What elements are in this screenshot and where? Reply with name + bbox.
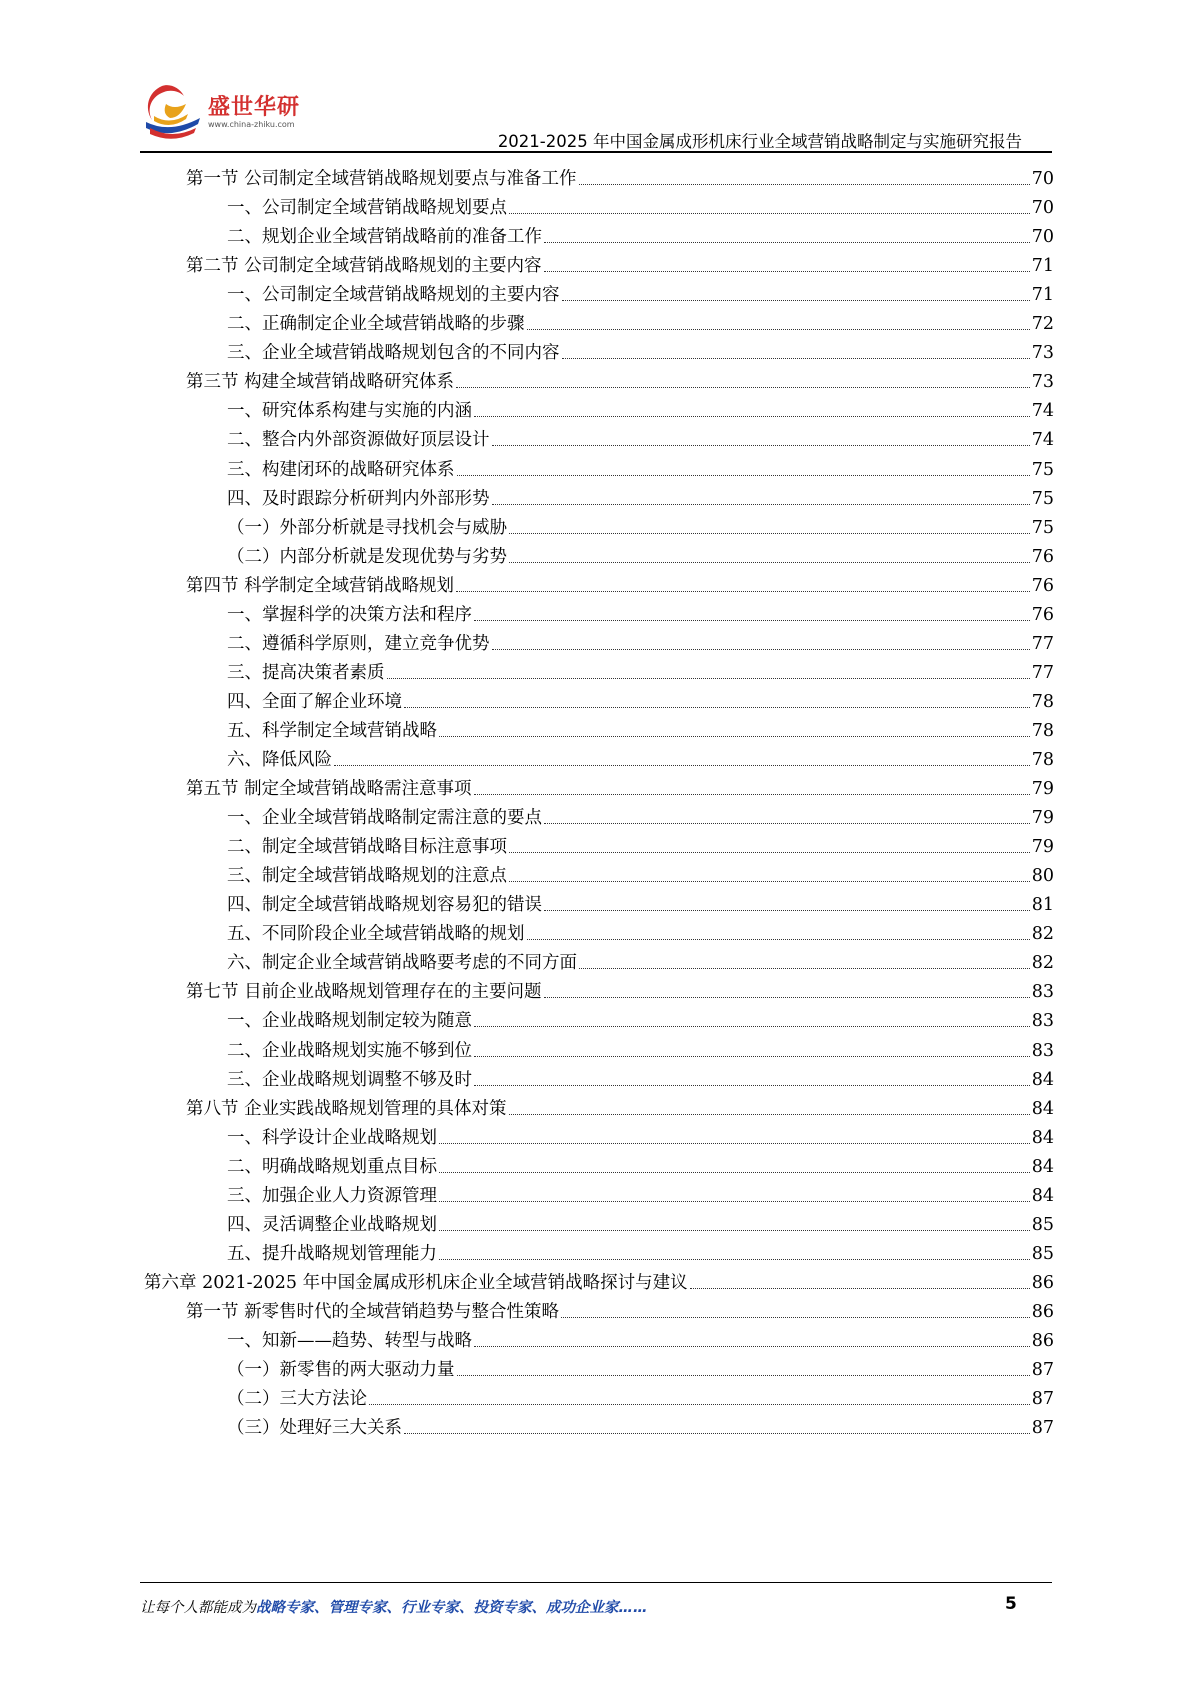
toc-dot-leader bbox=[457, 1375, 1030, 1376]
page-number: 5 bbox=[1005, 1594, 1017, 1614]
toc-entry[interactable] bbox=[227, 1234, 1054, 1265]
toc-entry[interactable] bbox=[227, 1118, 1054, 1149]
footer-slogan bbox=[140, 1596, 648, 1617]
toc-entry-title: 四、灵活调整企业战略规划 bbox=[227, 1214, 437, 1235]
toc-entry-title: 一、掌握科学的决策方法和程序 bbox=[227, 604, 472, 625]
toc-entry-title: 六、制定企业全域营销战略要考虑的不同方面 bbox=[227, 953, 577, 974]
toc-dot-leader bbox=[509, 213, 1030, 214]
toc-entry-title: 六、降低风险 bbox=[227, 750, 332, 770]
toc-entry-title: 第一节 新零售时代的全域营销趋势与整合性策略 bbox=[186, 1301, 560, 1322]
toc-entry-title: （一）新零售的两大驱动力量 bbox=[227, 1360, 455, 1381]
toc-entry[interactable] bbox=[227, 856, 1054, 887]
toc-dot-leader bbox=[492, 504, 1030, 505]
toc-entry-page: 75 bbox=[1031, 517, 1054, 538]
toc-entry-page: 85 bbox=[1031, 1214, 1054, 1235]
toc-entry-page: 86 bbox=[1031, 1272, 1054, 1293]
toc-entry[interactable] bbox=[227, 943, 1054, 974]
toc-entry-page: 75 bbox=[1031, 459, 1054, 480]
toc-entry-title: 一、研究体系构建与实施的内涵 bbox=[227, 401, 472, 422]
toc-entry[interactable] bbox=[227, 479, 1054, 510]
toc-entry[interactable] bbox=[227, 827, 1054, 858]
toc-dot-leader bbox=[509, 881, 1030, 882]
toc-dot-leader bbox=[474, 794, 1030, 795]
footer-divider bbox=[140, 1582, 1052, 1583]
page-header bbox=[0, 0, 1191, 160]
toc-entry-title: 第六章 2021-2025 年中国金属成形机床企业全域营销战略探讨与建议 bbox=[144, 1272, 688, 1293]
toc-entry-page: 82 bbox=[1031, 924, 1054, 945]
toc-entry-title: 五、不同阶段企业全域营销战略的规划 bbox=[227, 924, 525, 945]
toc-entry[interactable] bbox=[227, 595, 1054, 626]
toc-entry-title: 一、知新——趋势、转型与战略 bbox=[227, 1331, 472, 1351]
toc-dot-leader bbox=[474, 416, 1030, 417]
toc-dot-leader bbox=[439, 1143, 1030, 1144]
toc-entry-title: 二、正确制定企业全域营销战略的步骤 bbox=[227, 314, 525, 335]
report-title: 2021-2025 年中国金属成形机床行业全域营销战略制定与实施研究报告 bbox=[497, 132, 1022, 151]
toc-entry[interactable] bbox=[186, 769, 1054, 800]
toc-entry-page: 82 bbox=[1031, 953, 1054, 974]
footer-slogan-prefix: 让每个人都能成为 bbox=[140, 1600, 256, 1616]
toc-entry-page: 76 bbox=[1031, 604, 1054, 625]
toc-entry-title: 第三节 构建全域营销战略研究体系 bbox=[186, 372, 455, 393]
toc-entry[interactable] bbox=[227, 914, 1054, 945]
toc-entry-page: 78 bbox=[1031, 720, 1054, 741]
toc-dot-leader bbox=[544, 242, 1030, 243]
toc-entry-page: 70 bbox=[1031, 198, 1054, 219]
toc-entry[interactable] bbox=[227, 1321, 1054, 1352]
toc-entry-title: 三、企业战略规划调整不够及时 bbox=[227, 1069, 472, 1090]
toc-entry-title: 一、企业战略规划制定较为随意 bbox=[227, 1011, 472, 1032]
toc-entry[interactable] bbox=[227, 537, 1054, 568]
toc-entry-page: 79 bbox=[1031, 808, 1054, 829]
toc-entry-page: 76 bbox=[1031, 546, 1054, 567]
toc-dot-leader bbox=[439, 1259, 1030, 1260]
toc-dot-leader bbox=[509, 562, 1030, 563]
toc-entry-page: 79 bbox=[1031, 779, 1054, 800]
toc-entry-title: 三、提高决策者素质 bbox=[227, 662, 385, 683]
toc-entry-page: 86 bbox=[1031, 1331, 1054, 1351]
brand-url: www.china-zhiku.com bbox=[208, 120, 295, 129]
toc-dot-leader bbox=[439, 1201, 1030, 1202]
toc-entry-title: 第二节 公司制定全域营销战略规划的主要内容 bbox=[186, 256, 542, 277]
toc-entry-page: 79 bbox=[1031, 837, 1054, 858]
toc-entry-title: 三、企业全域营销战略规划包含的不同内容 bbox=[227, 343, 560, 364]
toc-entry-title: 二、企业战略规划实施不够到位 bbox=[227, 1040, 472, 1061]
toc-entry-page: 83 bbox=[1031, 1040, 1054, 1061]
toc-dot-leader bbox=[562, 358, 1030, 359]
brand-logo bbox=[140, 78, 320, 148]
toc-dot-leader bbox=[404, 707, 1030, 708]
toc-entry-title: 一、企业全域营销战略制定需注意的要点 bbox=[227, 808, 542, 829]
toc-entry-page: 70 bbox=[1031, 169, 1054, 189]
toc-entry[interactable] bbox=[227, 653, 1054, 684]
toc-entry[interactable] bbox=[227, 450, 1054, 481]
toc-entry-title: 第七节 目前企业战略规划管理存在的主要问题 bbox=[186, 982, 542, 1003]
toc-dot-leader bbox=[474, 620, 1030, 621]
toc-entry-title: 四、制定全域营销战略规划容易犯的错误 bbox=[227, 895, 542, 916]
toc-entry[interactable] bbox=[227, 798, 1054, 829]
toc-entry[interactable] bbox=[227, 1060, 1054, 1091]
toc-entry-title: 二、遵循科学原则，建立竞争优势 bbox=[227, 633, 490, 654]
toc-entry-title: 四、及时跟踪分析研判内外部形势 bbox=[227, 488, 490, 509]
footer-slogan-highlight: 战略专家、管理专家、行业专家、投资专家、成功企业家…… bbox=[256, 1600, 648, 1616]
toc-entry-page: 86 bbox=[1031, 1301, 1054, 1322]
toc-entry-page: 87 bbox=[1031, 1418, 1054, 1439]
toc-entry[interactable] bbox=[227, 508, 1054, 539]
toc-dot-leader bbox=[439, 736, 1030, 737]
toc-entry-title: 一、科学设计企业战略规划 bbox=[227, 1127, 437, 1148]
toc-entry-page: 87 bbox=[1031, 1360, 1054, 1381]
toc-entry-page: 70 bbox=[1031, 227, 1054, 248]
toc-entry[interactable] bbox=[186, 972, 1054, 1003]
toc-dot-leader bbox=[456, 591, 1030, 592]
toc-entry[interactable] bbox=[227, 1001, 1054, 1032]
toc-entry-title: （一）外部分析就是寻找机会与威胁 bbox=[227, 517, 507, 538]
toc-entry[interactable] bbox=[227, 1408, 1054, 1439]
toc-dot-leader bbox=[474, 1085, 1030, 1086]
toc-dot-leader bbox=[690, 1288, 1030, 1289]
toc-dot-leader bbox=[369, 1404, 1030, 1405]
toc-entry-title: 第五节 制定全域营销战略需注意事项 bbox=[186, 779, 472, 800]
toc-entry-title: 二、规划企业全域营销战略前的准备工作 bbox=[227, 227, 542, 248]
toc-entry[interactable] bbox=[227, 682, 1054, 713]
toc-entry-title: 第八节 企业实践战略规划管理的具体对策 bbox=[186, 1098, 507, 1119]
brand-name: 盛世华研 bbox=[208, 95, 301, 120]
toc-entry[interactable] bbox=[227, 188, 1054, 219]
toc-dot-leader bbox=[544, 997, 1030, 998]
toc-entry-title: 三、加强企业人力资源管理 bbox=[227, 1185, 437, 1206]
toc-entry[interactable] bbox=[227, 1031, 1054, 1062]
toc-dot-leader bbox=[334, 765, 1030, 766]
toc-entry-page: 76 bbox=[1031, 575, 1054, 596]
toc-entry-page: 84 bbox=[1031, 1069, 1054, 1090]
toc-entry[interactable] bbox=[227, 711, 1054, 742]
toc-entry[interactable] bbox=[227, 1205, 1054, 1236]
toc-dot-leader bbox=[579, 968, 1030, 969]
toc-dot-leader bbox=[579, 184, 1030, 185]
toc-entry-page: 81 bbox=[1031, 895, 1054, 916]
toc-entry-page: 84 bbox=[1031, 1156, 1054, 1177]
toc-entry-page: 78 bbox=[1031, 691, 1054, 712]
toc-entry[interactable] bbox=[144, 1263, 1054, 1294]
toc-dot-leader bbox=[561, 1317, 1030, 1318]
toc-entry-page: 83 bbox=[1031, 982, 1054, 1003]
brand-logo-icon bbox=[140, 78, 210, 148]
toc-entry-page: 77 bbox=[1031, 662, 1054, 683]
toc-entry[interactable] bbox=[227, 420, 1054, 451]
toc-entry-page: 74 bbox=[1031, 430, 1054, 451]
toc-dot-leader bbox=[387, 678, 1030, 679]
toc-entry-page: 87 bbox=[1031, 1389, 1054, 1410]
toc-entry-page: 84 bbox=[1031, 1098, 1054, 1119]
toc-entry-page: 85 bbox=[1031, 1243, 1054, 1264]
toc-entry-page: 78 bbox=[1031, 750, 1054, 770]
toc-entry[interactable] bbox=[227, 275, 1054, 306]
toc-entry-page: 80 bbox=[1031, 866, 1054, 887]
toc-dot-leader bbox=[527, 939, 1030, 940]
toc-entry-page: 74 bbox=[1031, 401, 1054, 422]
toc-entry[interactable] bbox=[186, 1292, 1054, 1323]
toc-entry[interactable] bbox=[227, 1176, 1054, 1207]
toc-dot-leader bbox=[509, 1114, 1030, 1115]
toc-entry[interactable] bbox=[186, 1089, 1054, 1120]
toc-entry-title: 一、公司制定全域营销战略规划要点 bbox=[227, 198, 507, 219]
toc-dot-leader bbox=[527, 329, 1030, 330]
toc-entry-title: 二、制定全域营销战略目标注意事项 bbox=[227, 837, 507, 858]
toc-entry-page: 71 bbox=[1031, 285, 1054, 306]
toc-dot-leader bbox=[474, 1056, 1030, 1057]
toc-entry-title: （二）三大方法论 bbox=[227, 1389, 367, 1410]
toc-entry-title: （二）内部分析就是发现优势与劣势 bbox=[227, 546, 507, 567]
toc-entry[interactable] bbox=[186, 246, 1054, 277]
toc-entry[interactable] bbox=[186, 159, 1054, 190]
toc-entry[interactable] bbox=[227, 885, 1054, 916]
toc-dot-leader bbox=[562, 300, 1030, 301]
toc-entry[interactable] bbox=[227, 1350, 1054, 1381]
toc-dot-leader bbox=[509, 852, 1030, 853]
toc-entry-page: 83 bbox=[1031, 1011, 1054, 1032]
toc-dot-leader bbox=[404, 1433, 1030, 1434]
toc-entry-title: 二、明确战略规划重点目标 bbox=[227, 1156, 437, 1177]
toc-entry[interactable] bbox=[186, 362, 1054, 393]
toc-entry-page: 71 bbox=[1031, 256, 1054, 277]
toc-dot-leader bbox=[544, 823, 1030, 824]
toc-entry-title: 五、科学制定全域营销战略 bbox=[227, 720, 437, 741]
toc-entry[interactable] bbox=[227, 1147, 1054, 1178]
toc-entry-title: 三、制定全域营销战略规划的注意点 bbox=[227, 866, 507, 887]
toc-entry[interactable] bbox=[186, 566, 1054, 597]
toc-entry-page: 84 bbox=[1031, 1127, 1054, 1148]
toc-entry-title: 二、整合内外部资源做好顶层设计 bbox=[227, 430, 490, 451]
toc-dot-leader bbox=[544, 910, 1030, 911]
toc-entry-page: 75 bbox=[1031, 488, 1054, 509]
toc-entry[interactable] bbox=[227, 624, 1054, 655]
toc-dot-leader bbox=[456, 387, 1030, 388]
toc-entry[interactable] bbox=[227, 217, 1054, 248]
toc-dot-leader bbox=[474, 1346, 1030, 1347]
toc-entry-title: 第四节 科学制定全域营销战略规划 bbox=[186, 575, 455, 596]
toc-dot-leader bbox=[544, 271, 1030, 272]
toc-dot-leader bbox=[439, 1230, 1030, 1231]
toc-dot-leader bbox=[492, 445, 1030, 446]
toc-entry-title: 四、全面了解企业环境 bbox=[227, 691, 402, 712]
toc-entry-title: 三、构建闭环的战略研究体系 bbox=[227, 459, 455, 480]
toc-dot-leader bbox=[474, 1026, 1030, 1027]
toc-entry[interactable] bbox=[227, 304, 1054, 335]
toc-entry-page: 72 bbox=[1031, 314, 1054, 335]
toc-entry[interactable] bbox=[227, 333, 1054, 364]
header-divider bbox=[140, 151, 1052, 153]
toc-dot-leader bbox=[439, 1172, 1030, 1173]
toc-entry[interactable] bbox=[227, 740, 1054, 771]
toc-entry-title: （三）处理好三大关系 bbox=[227, 1418, 402, 1439]
toc-entry-title: 第一节 公司制定全域营销战略规划要点与准备工作 bbox=[186, 169, 577, 189]
toc-dot-leader bbox=[509, 533, 1030, 534]
toc-entry-page: 84 bbox=[1031, 1185, 1054, 1206]
toc-entry-page: 73 bbox=[1031, 372, 1054, 393]
toc-dot-leader bbox=[492, 649, 1030, 650]
toc-entry-title: 五、提升战略规划管理能力 bbox=[227, 1243, 437, 1264]
toc-entry[interactable] bbox=[227, 391, 1054, 422]
toc-entry-page: 77 bbox=[1031, 633, 1054, 654]
toc-dot-leader bbox=[457, 475, 1030, 476]
toc-entry[interactable] bbox=[227, 1379, 1054, 1410]
toc-entry-title: 一、公司制定全域营销战略规划的主要内容 bbox=[227, 285, 560, 306]
toc-entry-page: 73 bbox=[1031, 343, 1054, 364]
